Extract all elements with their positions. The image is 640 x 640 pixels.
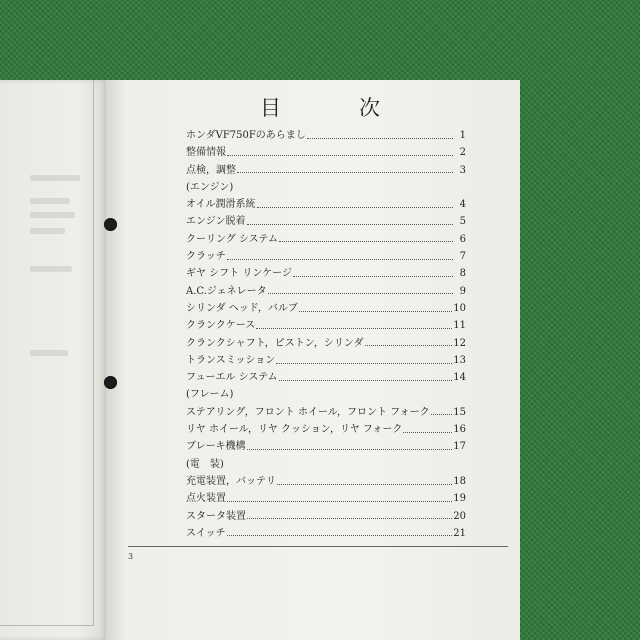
toc-entry xyxy=(186,438,466,455)
toc-entry xyxy=(186,352,466,369)
toc-entry xyxy=(186,231,466,248)
left-page-faint-text xyxy=(30,212,75,218)
left-page-margin-line xyxy=(93,80,94,625)
toc-entry-page: 9 xyxy=(459,285,466,297)
toc-entry-page: 3 xyxy=(459,164,466,176)
toc-entry-page: 4 xyxy=(459,199,466,211)
toc-entry-page: 10 xyxy=(453,302,466,314)
toc-leader-dots xyxy=(237,171,453,173)
left-page-faint-text xyxy=(30,175,80,181)
toc-entry xyxy=(186,265,466,282)
page-title xyxy=(260,92,380,122)
toc-entry-page: 7 xyxy=(459,251,466,263)
toc-entry xyxy=(186,490,466,507)
toc-leader-dots xyxy=(227,154,453,156)
toc-leader-dots xyxy=(277,483,452,485)
toc-section-heading xyxy=(186,456,466,473)
toc-entry-label: 点検，調整 xyxy=(186,164,236,176)
toc-leader-dots xyxy=(227,258,453,260)
left-page-footer-line xyxy=(0,625,94,626)
toc-entry xyxy=(186,473,466,490)
toc-entry xyxy=(186,248,466,265)
toc-leader-dots xyxy=(257,206,454,208)
toc-entry xyxy=(186,300,466,317)
toc-entry-page: 14 xyxy=(453,372,466,384)
toc-entry xyxy=(186,404,466,421)
toc-entry-page: 18 xyxy=(453,475,466,487)
toc-section-heading xyxy=(186,179,466,196)
toc-entry-page: 19 xyxy=(453,493,466,505)
toc-entry-label: クラッチ xyxy=(186,251,226,263)
toc-entry-label: A.C.ジェネレータ xyxy=(186,285,267,297)
toc-entry xyxy=(186,213,466,230)
toc-entry-label: オイル潤滑系統 xyxy=(186,199,256,211)
toc-entry-page: 12 xyxy=(453,337,466,349)
toc-entry xyxy=(186,369,466,386)
toc-leader-dots xyxy=(227,500,452,502)
toc-entry-page: 20 xyxy=(453,510,466,522)
toc-entry-label: 整備情報 xyxy=(186,147,226,159)
binder-hole-bottom xyxy=(104,376,117,389)
toc-entry-page: 13 xyxy=(453,354,466,366)
toc-entry-label: フューエル システム xyxy=(186,372,278,384)
toc-entry-page: 2 xyxy=(459,147,466,159)
binder-hole-top xyxy=(104,218,117,231)
toc-entry-page: 17 xyxy=(453,441,466,453)
toc-leader-dots xyxy=(279,240,453,242)
toc-leader-dots xyxy=(299,310,452,312)
toc-entry-label: ブレーキ機構 xyxy=(186,441,246,453)
toc-entry-label: 充電装置，バッテリ xyxy=(186,475,276,487)
toc-entry-label: 点火装置 xyxy=(186,493,226,505)
toc-leader-dots xyxy=(276,362,452,364)
toc-entry-page: 1 xyxy=(459,130,466,141)
toc-leader-dots xyxy=(365,344,453,346)
toc-entry-label: (電 装) xyxy=(186,458,224,470)
toc-entry xyxy=(186,283,466,300)
toc-entry xyxy=(186,196,466,213)
toc-entry-label: ギヤ シフト リンケージ xyxy=(186,268,292,280)
left-page xyxy=(0,80,108,640)
page-number: 3 xyxy=(128,552,134,561)
toc-leader-dots xyxy=(247,223,454,225)
left-page-faint-text xyxy=(30,198,70,204)
toc-entry xyxy=(186,317,466,334)
toc-entry xyxy=(186,421,466,438)
toc-entry-page: 11 xyxy=(453,320,466,332)
title-char-1: 目 xyxy=(260,96,281,120)
toc-leader-dots xyxy=(403,431,452,433)
toc-leader-dots xyxy=(268,292,453,294)
left-page-faint-text xyxy=(30,266,72,272)
toc-entry-page: 16 xyxy=(453,424,466,436)
toc-leader-dots xyxy=(307,137,453,139)
toc-entry-page: 6 xyxy=(459,233,466,245)
toc-entry-label: トランスミッション xyxy=(186,354,276,366)
toc-entry-label: エンジン脱着 xyxy=(186,216,246,228)
toc-leader-dots xyxy=(227,534,453,536)
toc-entry-label: ステアリング，フロント ホイール，フロント フォーク xyxy=(186,406,430,418)
toc-entry-page: 21 xyxy=(453,527,466,539)
table-of-contents xyxy=(186,127,466,542)
toc-entry-label: クランクケース xyxy=(186,320,256,332)
toc-entry-label: リヤ ホイール，リヤ クッション，リヤ フォーク xyxy=(186,424,403,436)
toc-entry-page: 5 xyxy=(459,216,466,228)
title-char-2: 次 xyxy=(359,96,380,120)
toc-leader-dots xyxy=(247,448,453,450)
toc-entry-label: スイッチ xyxy=(186,527,226,539)
left-page-faint-text xyxy=(30,350,68,356)
toc-leader-dots xyxy=(256,327,452,329)
toc-leader-dots xyxy=(279,379,453,381)
toc-entry-label: (エンジン) xyxy=(186,181,234,193)
toc-entry xyxy=(186,127,466,144)
footer-rule xyxy=(128,546,508,547)
toc-entry-label: ホンダVF750Fのあらまし xyxy=(186,130,306,141)
toc-leader-dots xyxy=(293,275,453,277)
toc-entry xyxy=(186,525,466,542)
toc-entry xyxy=(186,162,466,179)
toc-section-heading xyxy=(186,386,466,403)
toc-entry-label: クランクシャフト，ピストン，シリンダ xyxy=(186,337,364,349)
toc-leader-dots xyxy=(247,517,452,519)
toc-leader-dots xyxy=(431,413,453,415)
toc-entry xyxy=(186,508,466,525)
toc-entry-label: (フレーム) xyxy=(186,389,234,401)
toc-entry-label: スタータ装置 xyxy=(186,510,246,522)
left-page-faint-text xyxy=(30,228,65,234)
toc-entry-label: クーリング システム xyxy=(186,233,278,245)
toc-entry-label: シリンダ ヘッド，バルブ xyxy=(186,302,298,314)
toc-entry-page: 8 xyxy=(459,268,466,280)
toc-entry xyxy=(186,144,466,161)
toc-entry xyxy=(186,335,466,352)
toc-entry-page: 15 xyxy=(453,406,466,418)
